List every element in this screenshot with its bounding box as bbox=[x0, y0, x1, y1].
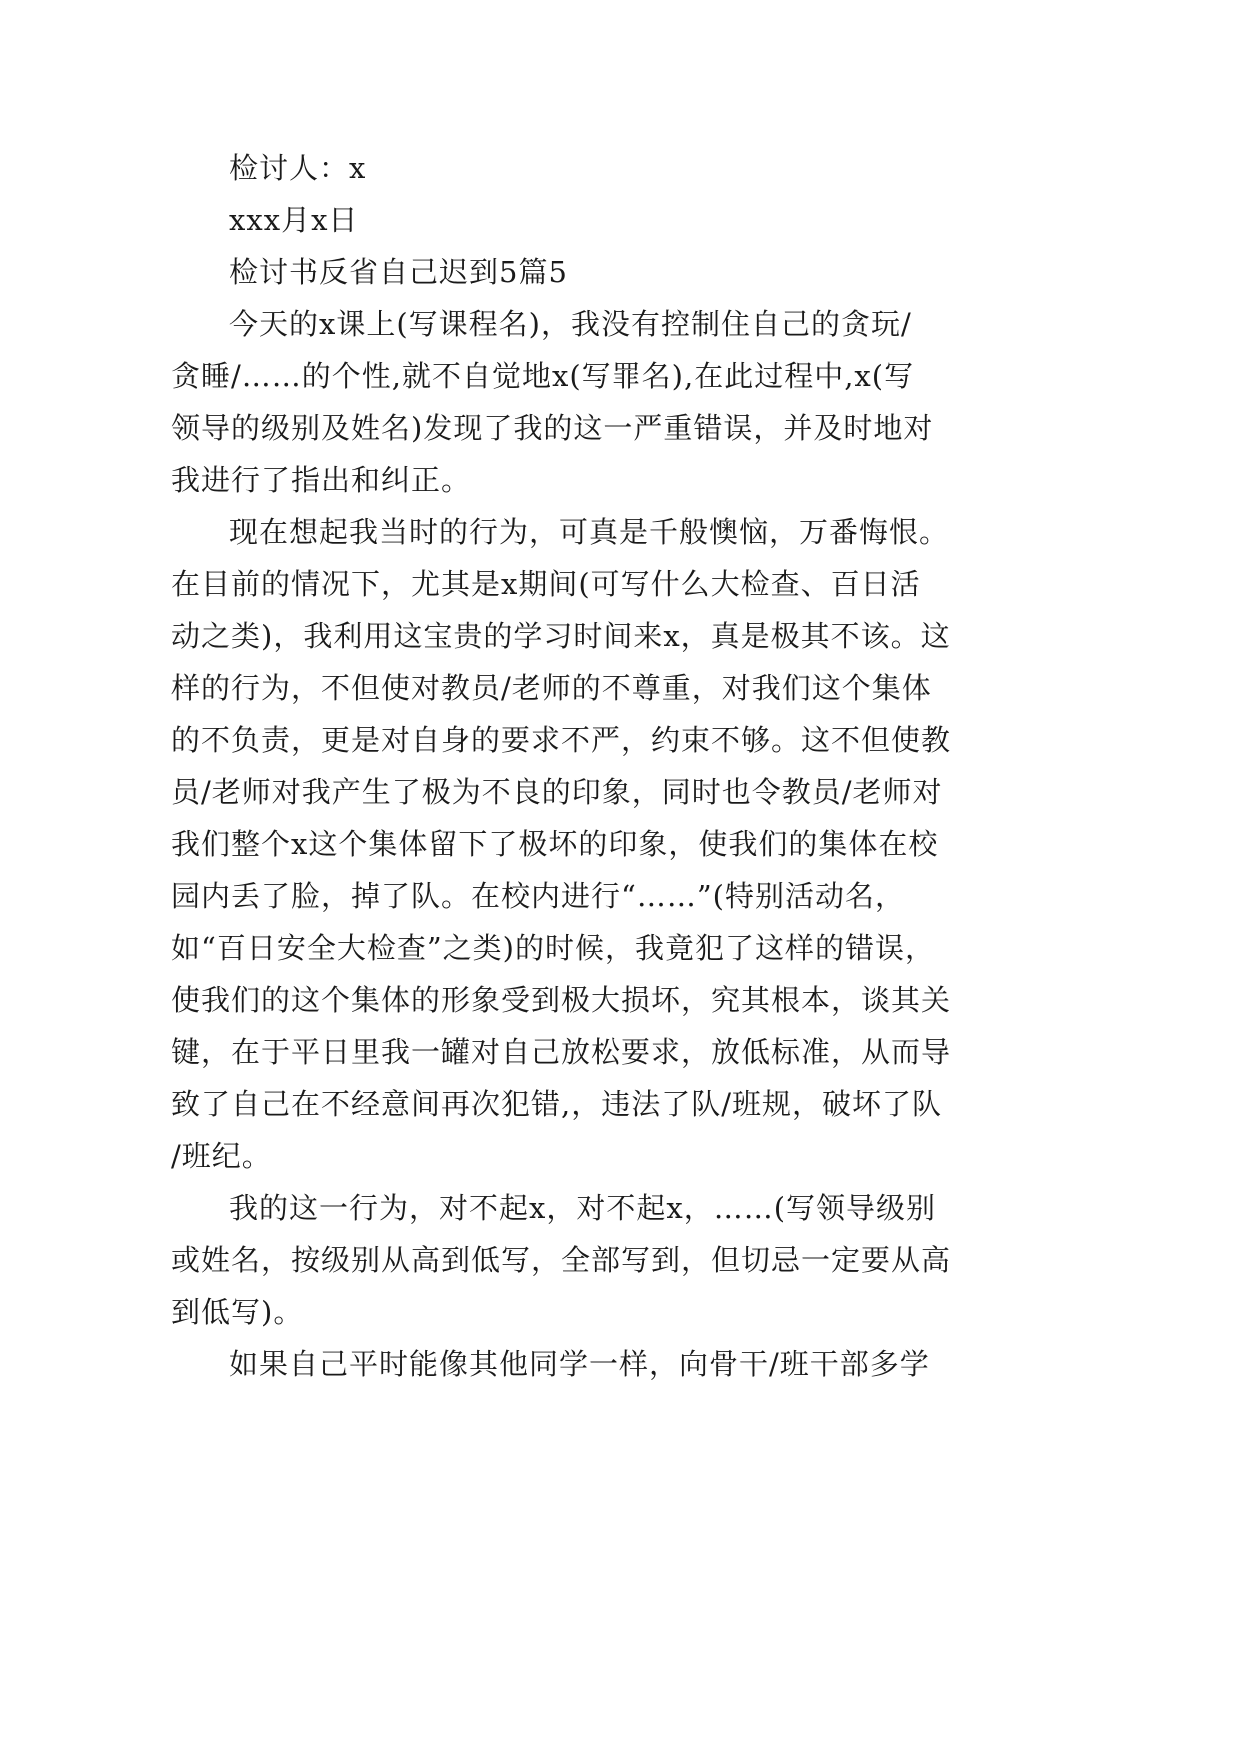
paragraph-2-line-9: 如“百日安全大检查”之类)的时候，我竟犯了这样的错误， bbox=[171, 931, 935, 965]
paragraph-1-line-4: 我进行了指出和纠正。 bbox=[171, 463, 472, 497]
paragraph-3-line-1: 我的这一行为，对不起x，对不起x，……(写领导级别 bbox=[229, 1191, 937, 1225]
paragraph-2-line-3: 动之类)，我利用这宝贵的学习时间来x，真是极其不该。这 bbox=[171, 619, 951, 653]
paragraph-1-line-2: 贪睡/……的个性,就不自觉地x(写罪名),在此过程中,x(写 bbox=[171, 359, 915, 393]
paragraph-2-line-12: 致了自己在不经意间再次犯错,，违法了队/班规，破坏了队 bbox=[171, 1087, 942, 1121]
paragraph-2-line-7: 我们整个x这个集体留下了极坏的印象，使我们的集体在校 bbox=[171, 827, 939, 861]
paragraph-3-line-3: 到低写)。 bbox=[171, 1295, 304, 1329]
paragraph-2-line-10: 使我们的这个集体的形象受到极大损坏，究其根本，谈其关 bbox=[171, 983, 952, 1017]
paragraph-2-line-11: 键，在于平日里我一罐对自己放松要求，放低标准，从而导 bbox=[171, 1035, 952, 1069]
paragraph-2-line-2: 在目前的情况下，尤其是x期间(可写什么大检查、百日活 bbox=[171, 567, 921, 601]
date-line: xxx月x日 bbox=[229, 203, 359, 237]
paragraph-1-line-1: 今天的x课上(写课程名)，我没有控制住自己的贪玩/ bbox=[229, 307, 912, 341]
section-title: 检讨书反省自己迟到5篇5 bbox=[229, 255, 568, 289]
paragraph-2-line-13: /班纪。 bbox=[171, 1139, 272, 1173]
signature-line: 检讨人：x bbox=[229, 151, 367, 185]
paragraph-2-line-6: 员/老师对我产生了极为不良的印象，同时也令教员/老师对 bbox=[171, 775, 943, 809]
paragraph-3-line-2: 或姓名，按级别从高到低写，全部写到，但切忌一定要从高 bbox=[171, 1243, 952, 1277]
paragraph-4-line-1: 如果自己平时能像其他同学一样，向骨干/班干部多学 bbox=[229, 1347, 930, 1381]
paragraph-2-line-4: 样的行为，不但使对教员/老师的不尊重，对我们这个集体 bbox=[171, 671, 932, 705]
paragraph-2-line-8: 园内丢了脸，掉了队。在校内进行“……”(特别活动名， bbox=[171, 879, 905, 913]
paragraph-2-line-1: 现在想起我当时的行为，可真是千般懊恼，万番悔恨。 bbox=[229, 515, 950, 549]
paragraph-2-line-5: 的不负责，更是对自身的要求不严，约束不够。这不但使教 bbox=[171, 723, 952, 757]
paragraph-1-line-3: 领导的级别及姓名)发现了我的这一严重错误，并及时地对 bbox=[171, 411, 934, 445]
